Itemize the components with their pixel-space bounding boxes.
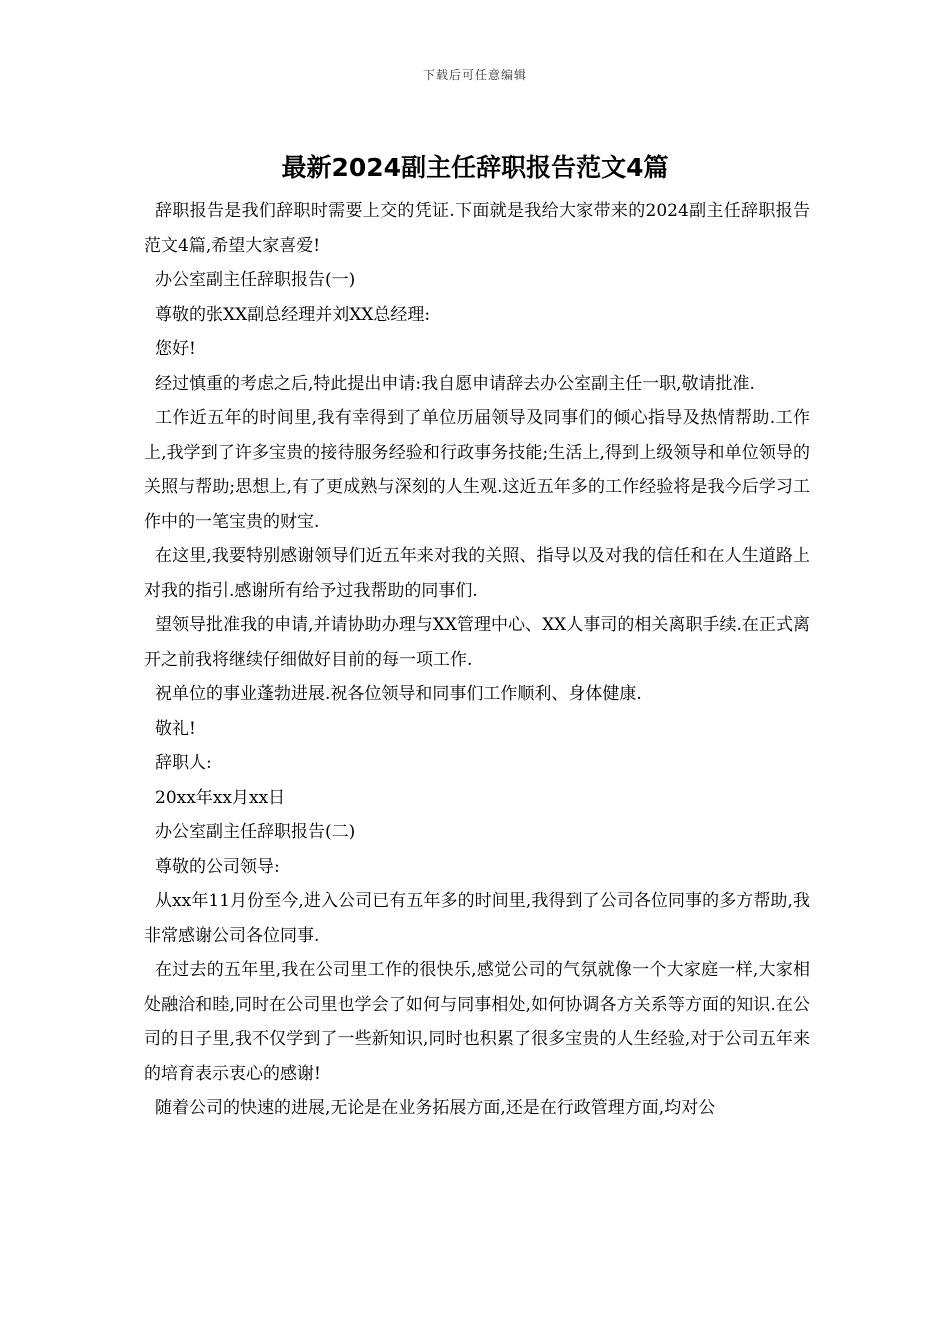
signature-label: 辞职人: (155, 753, 212, 773)
closing-salute: 敬礼! (155, 718, 196, 739)
paragraph: 望领导批准我的申请,并请协助办理与XX管理中心、XX人事司的相关离职手续.在正式离开之前我将继续仔细做好目前的每一项工作. (144, 615, 810, 670)
paragraph: 祝单位的事业蓬勃进展.祝各位领导和同事们工作顺利、身体健康. (155, 684, 642, 704)
date-line: 20xx年xx月xx日 (155, 787, 286, 808)
paragraph: 经过慎重的考虑之后,特此提出申请:我自愿申请辞去办公室副主任一职,敬请批准. (155, 373, 755, 394)
document-body (144, 194, 810, 1126)
paragraph: 随着公司的快速的进展,无论是在业务拓展方面,还是在行政管理方面,均对公 (155, 1098, 716, 1118)
paragraph-intro: 辞职报告是我们辞职时需要上交的凭证.下面就是我给大家带来的2024副主任辞职报告范文4篇,希望大家喜爱! (144, 201, 810, 256)
section-heading-2: 办公室副主任辞职报告(二) (155, 822, 356, 842)
paragraph: 在过去的五年里,我在公司里工作的很快乐,感觉公司的气氛就像一个大家庭一样,大家相处融洽和睦,同时在公司里也学会了如何与同事相处,如何协调各方关系等方面的知识.在公司的日子里,我不仅学到了一些新知识,同时也积累了很多宝贵的人生经验,对于公司五年来的培育表示衷心的感谢! (144, 960, 810, 1084)
section-heading-1: 办公室副主任辞职报告(一) (155, 270, 356, 290)
salutation-2: 尊敬的公司领导: (155, 856, 280, 877)
header-note: 下载后可任意编辑 (422, 68, 527, 82)
greeting: 您好! (155, 339, 196, 359)
paragraph: 从xx年11月份至今,进入公司已有五年多的时间里,我得到了公司各位同事的多方帮助,我非常感谢公司各位同事. (144, 891, 810, 946)
paragraph: 工作近五年的时间里,我有幸得到了单位历届领导及同事们的倾心指导及热情帮助.工作上,我学到了许多宝贵的接待服务经验和行政事务技能;生活上,得到上级领导和单位领导的关照与帮助;思想上,有了更成熟与深刻的人生观.这近五年多的工作经验将是我今后学习工作中的一笔宝贵的财宝. (144, 408, 810, 532)
document-title: 最新2024副主任辞职报告范文4篇 (281, 153, 669, 182)
paragraph: 在这里,我要特别感谢领导们近五年来对我的关照、指导以及对我的信任和在人生道路上对我的指引.感谢所有给予过我帮助的同事们. (144, 546, 810, 601)
salutation-1: 尊敬的张XX副总经理并刘XX总经理: (155, 304, 431, 325)
